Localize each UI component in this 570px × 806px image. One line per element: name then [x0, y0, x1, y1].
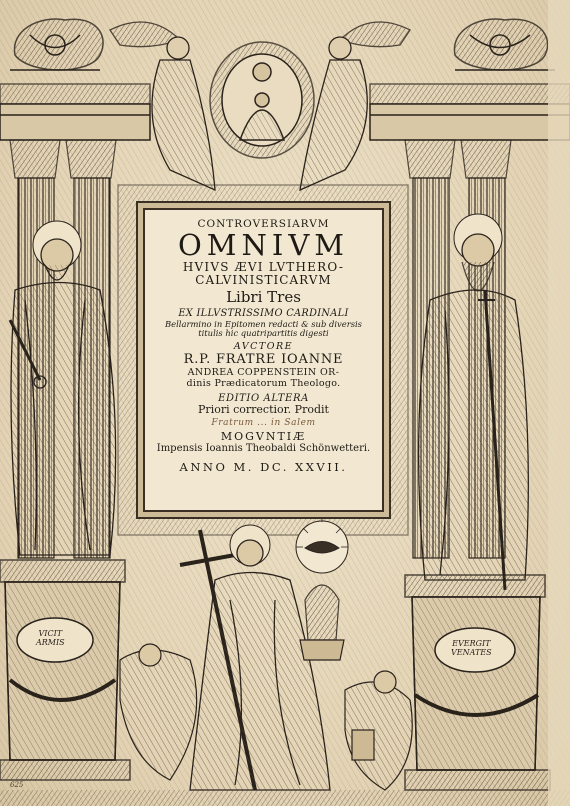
- left-pedestal: [0, 560, 130, 780]
- author-name-3: dinis Prædicatorum Theologo.: [186, 377, 341, 389]
- title-cartouche: [143, 208, 384, 512]
- title-line-8: titulis hic quatripartitis digesti: [198, 328, 329, 339]
- handwritten-ownership-note: Fratrum ... in Salem: [211, 417, 316, 428]
- madonna-medallion: [210, 42, 314, 158]
- edition-label: EDITIO ALTERA: [218, 392, 309, 404]
- author-name-2: ANDREA COPPENSTEIN OR-: [187, 366, 340, 378]
- right-pedestal: [405, 575, 550, 790]
- title-line-7: Bellarmino in Epitomen redacti & sub diversis: [165, 318, 362, 329]
- title-line-5: Libri Tres: [226, 288, 301, 307]
- floor: [0, 790, 570, 806]
- right-inscription-line-1: EVERGIT: [452, 639, 491, 648]
- title-main-word: OMNIVM: [178, 228, 349, 263]
- book: [352, 730, 374, 760]
- papal-tiara: [300, 585, 344, 660]
- left-pedestal-inscription: [36, 630, 65, 648]
- title-line-3: HVIVS ÆVI LVTHERO-: [182, 259, 345, 274]
- edition-note: Priori correctior. Prodit: [198, 403, 329, 417]
- right-margin: [548, 0, 570, 806]
- corner-mark: 625: [10, 781, 24, 789]
- imprint-year: ANNO M. DC. XXVII.: [179, 459, 348, 474]
- title-line-6: EX ILLVSTRISSIMO CARDINALI: [178, 308, 349, 320]
- title-line-1: CONTROVERSIARVM: [197, 218, 330, 230]
- right-pedestal-inscription: [451, 640, 492, 658]
- title-line-4: CALVINISTICARVM: [195, 273, 332, 288]
- author-label: AVCTORE: [233, 340, 294, 352]
- author-name-1: R.P. FRATRE IOANNE: [183, 351, 344, 367]
- right-inscription-line-2: VENATES: [451, 647, 492, 657]
- left-inscription-line-1: VICIT: [38, 629, 63, 638]
- left-inscription-line-2: ARMIS: [36, 637, 65, 647]
- imprint-publisher: Impensis Ioannis Theobaldi Schönwetteri.: [156, 443, 371, 455]
- imprint-place: MOGVNTIÆ: [220, 429, 307, 443]
